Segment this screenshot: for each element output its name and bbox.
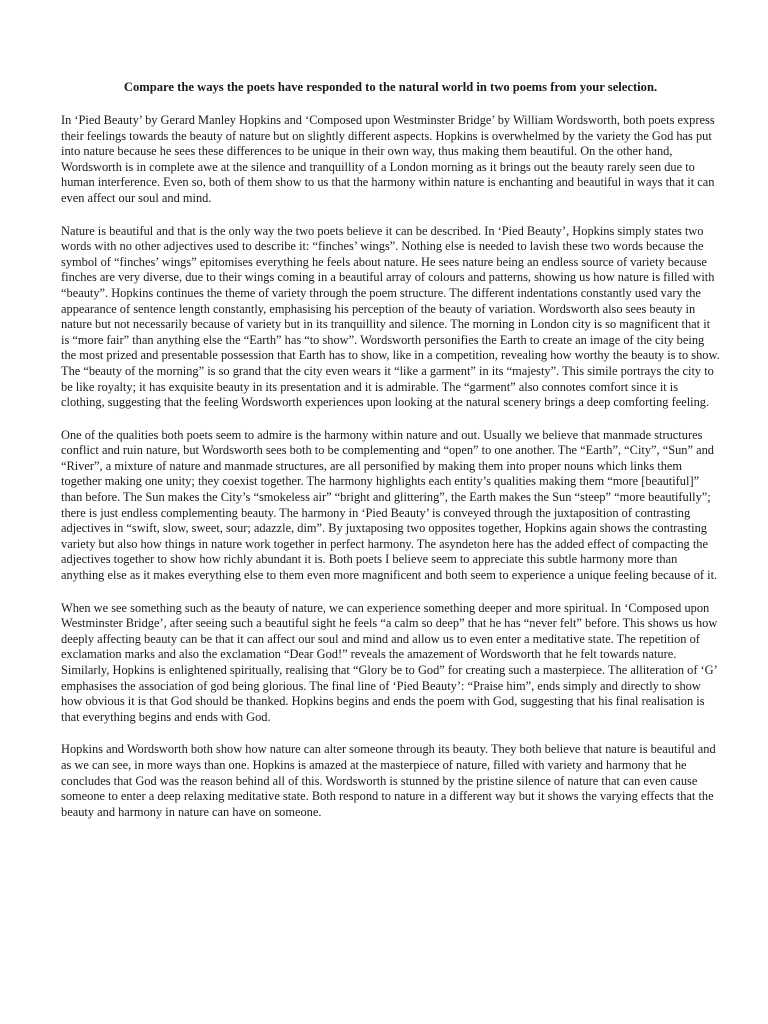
paragraph-conclusion: Hopkins and Wordsworth both show how nature can alter someone through its beauty. They both believe that nature is beautiful and as we can see, in more ways than one. Hopkins is amazed at the masterpiece of nature, filled with variety and harmony that he concludes that God was the reason behind all of this. Wordsworth is stunned by the pristine silence of nature that can even cause someone to enter a deep relaxing meditative state. Both respond to nature in a different way but it shows the varying effects that the beauty and harmony in nature can have on someone. <box>61 742 716 819</box>
paragraph-introduction: In ‘Pied Beauty’ by Gerard Manley Hopkins and ‘Composed upon Westminster Bridge’ by William Wordsworth, both poets express their feelings towards the beauty of nature but on slightly different aspects. Hopkins is overwhelmed by the variety the God has put into nature because he sees these differences to be unique in their own way, thus making them beautiful. On the other hand, Wordsworth is in complete awe at the silence and tranquillity of a London morning as it brings out the beauty rarely seen due to human interference. Even so, both of them show to us that the harmony within nature is enchanting and beautiful in ways that it can even affect our soul and mind. <box>61 113 715 205</box>
essay-title: Compare the ways the poets have responded to the natural world in two poems from your selection. <box>123 80 658 94</box>
paragraph-harmony: One of the qualities both poets seem to admire is the harmony within nature and out. Usually we believe that manmade structures conflict and ruin nature, but Wordsworth sees both to be complementing and “open” to one another. The “Earth”, “City”, “Sun” and “River”, a mixture of nature and manmade structures, are all personified by making them into proper nouns which links them together making one unity; they coexist together. The harmony highlights each entity’s qualities making them “more [beautiful]” than before. The Sun makes the City’s “smokeless air” “bright and glittering”, the Earth makes the Sun “steep” “more beautifully”; there is just endless complementing beauty. The harmony in ‘Pied Beauty’ is conveyed through the juxtaposition of contrasting adjectives in “swift, slow, sweet, sour; adazzle, dim”. By juxtaposing two opposites together, Hopkins again shows the contrasting variety but also how things in nature work together in perfect harmony. The asyndeton here has the added effect of compacting the adjectives together to show how richly abundant it is. Both poets I believe seem to appreciate this subtle harmony more than anything else as it makes everything else to them even more magnificent and both seem to experience a unique feeling because of it. <box>61 427 718 583</box>
paragraph-spiritual: When we see something such as the beauty of nature, we can experience something deeper and more spiritual. In ‘Composed upon Westminster Bridge’, after seeing such a beautiful sight he feels “a calm so deep” that he has “never felt” before. This shows us how deeply affecting beauty can be that it can affect our soul and mind and allow us to even enter a meditative state. The repetition of exclamation marks and also the exclamation “Dear God!” reveals the amazement of Wordsworth that he felt towards nature. Similarly, Hopkins is enlightened spiritually, realising that “Glory be to God” for creating such a masterpiece. The alliteration of ‘G’ emphasises the association of god being glorious. The final line of ‘Pied Beauty’: “Praise him”, ends simply and directly to show how obvious it is that God should be thanked. Hopkins begins and ends the poem with God, suggesting that his final realisation is that everything begins and ends with God. <box>61 600 718 724</box>
paragraph-nature-beauty: Nature is beautiful and that is the only way the two poets believe it can be described. In ‘Pied Beauty’, Hopkins simply states two words with no other adjectives used to describe it: “finches’ wings”. Nothing else is needed to lavish these two words because the symbol of “finches’ wings” epitomises everything he feels about nature. He sees nature being an endless source of variety because finches are very diverse, due to their wings coming in a beautiful array of colours and patterns, showing us how nature is filled with “beauty”. Hopkins continues the theme of variety through the poem structure. The different indentations constantly used vary the appearance of sentence length constantly, emphasising his perception of the beauty of variation. Wordsworth also sees beauty in nature but not necessarily because of variety but in its tranquillity and silence. The morning in London city is so magnificent that it is “more fair” than anything else the “Earth” has “to show”. Wordsworth personifies the Earth to create an image of the city being the most prized and presentable possession that Earth has to show, like in a competition, revealing how worthy the beauty is to show. The “beauty of the morning” is so grand that the city even wears it “like a garment” in its “majesty”. This simile portrays the city to be like royalty; it has exquisite beauty in its presentation and it is admirable. The “garment” also connotes comfort since it is clothing, suggesting that the feeling Wordsworth experiences upon looking at the natural scenery brings a deep comforting feeling. <box>61 223 720 410</box>
